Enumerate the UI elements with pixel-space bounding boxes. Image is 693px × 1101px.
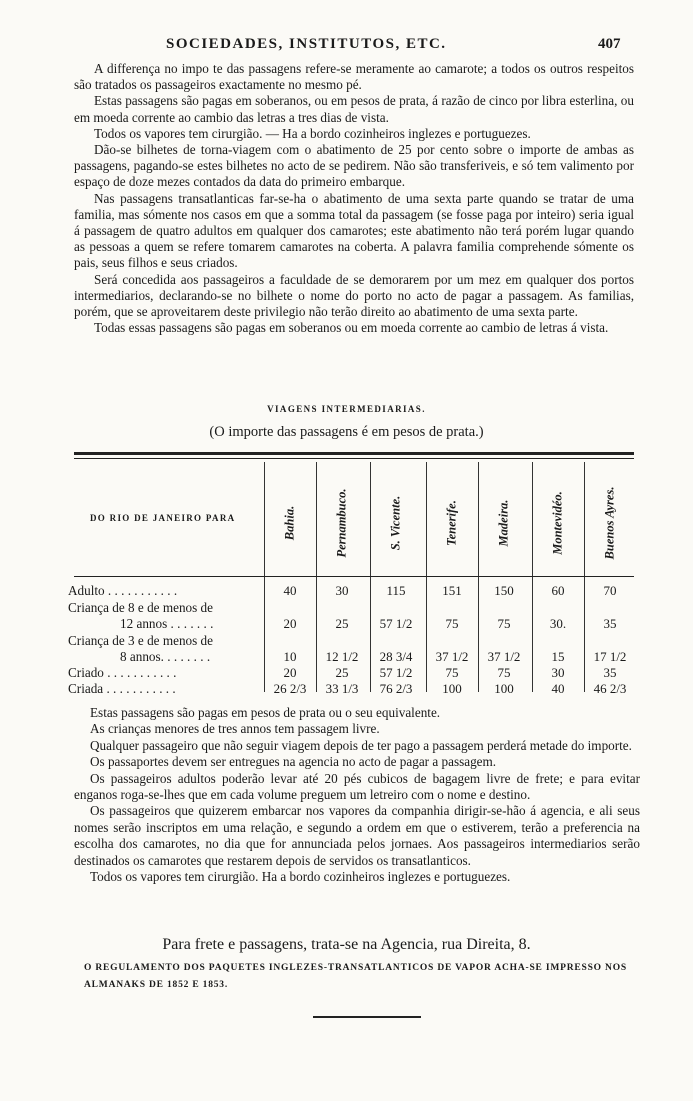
table-cell: 35 bbox=[603, 665, 617, 680]
paragraph: Dão-se bilhetes de torna-viagem com o abatimento de 25 por cento sobre o importe de ambas as passagens, pagando-se estes bilhetes no acto de se pedirem. Não são transferiveis, e só tem valimento por espaço de doze mezes contados da data do primeiro embarque. bbox=[74, 142, 634, 190]
table-cell: 40 bbox=[551, 681, 565, 696]
row-label-crianca-3-cont: 8 annos. . . . . . . . bbox=[120, 649, 211, 664]
table-cell: 28 3/4 bbox=[379, 649, 413, 664]
column-header-madeira: Madeira. bbox=[496, 499, 511, 547]
row-label-adulto: Adulto . . . . . . . . . . . bbox=[68, 583, 178, 598]
table-cell: 26 2/3 bbox=[273, 681, 307, 696]
from-label: DO RIO DE JANEIRO PARA bbox=[90, 513, 236, 523]
after-table-text bbox=[74, 705, 640, 885]
paragraph: Estas passagens são pagas em soberanos, ou em pesos de prata, á razão de cinco por libra esterlina, ou em moeda corrente ao cambio das letras a tres dias de vista. bbox=[74, 93, 634, 125]
agency-contact: Para frete e passagens, trata-se na Agencia, rua Direita, 8. bbox=[162, 936, 531, 953]
column-header-montevideo: Montevidéo. bbox=[550, 491, 565, 555]
table-cell: 100 bbox=[494, 681, 514, 696]
table-cell: 37 1/2 bbox=[487, 649, 521, 664]
table-cell: 20 bbox=[283, 616, 297, 631]
table-cell: 57 1/2 bbox=[379, 616, 413, 631]
paragraph: Será concedida aos passageiros a faculdade de se demorarem por um mez em qualquer dos portos intermediarios, declarando-se no bilhete o nome do porto no acto de pagar a passagem. As familias, porém, que se aproveitarem deste privilegio não terão direito ao abatimento de uma sexta parte. bbox=[74, 271, 634, 320]
table-cell: 75 bbox=[497, 616, 511, 631]
paragraph: Os passageiros adultos poderão levar até 20 pés cubicos de bagagem livre de frete; e para evitar enganos roga-se-lhes que em cada volume preguem um letreiro com o nome e destino. bbox=[74, 770, 640, 803]
paragraph: As crianças menores de tres annos tem passagem livre. bbox=[90, 721, 380, 737]
table-cell: 30. bbox=[549, 616, 567, 631]
paragraph: Todas essas passagens são pagas em soberanos ou em moeda corrente ao cambio de letras á vista. bbox=[94, 320, 609, 336]
table-cell: 10 bbox=[283, 649, 297, 664]
table-cell: 35 bbox=[603, 616, 617, 631]
table-cell: 17 1/2 bbox=[593, 649, 627, 664]
table-cell: 30 bbox=[335, 583, 349, 598]
table-cell: 70 bbox=[603, 583, 617, 598]
section-title: VIAGENS INTERMEDIARIAS. bbox=[267, 404, 426, 414]
table-cell: 15 bbox=[551, 649, 565, 664]
header-title: SOCIEDADES, INSTITUTOS, ETC. bbox=[166, 36, 447, 52]
table-cell: 76 2/3 bbox=[379, 681, 413, 696]
paragraph: Os passaportes devem ser entregues na agencia no acto de pagar a passagem. bbox=[90, 754, 497, 770]
paragraph: Estas passagens são pagas em pesos de prata ou o seu equivalente. bbox=[90, 705, 441, 720]
paragraph: Todos os vapores tem cirurgião. Ha a bordo cozinheiros inglezes e portuguezes. bbox=[90, 869, 511, 885]
paragraph: Todos os vapores tem cirurgião. — Ha a bordo cozinheiros inglezes e portuguezes. bbox=[94, 125, 531, 141]
table-cell: 20 bbox=[283, 665, 297, 680]
column-header-s-vicente: S. Vicente. bbox=[388, 495, 403, 551]
table-header-rule bbox=[74, 576, 634, 577]
table-cell: 75 bbox=[445, 616, 459, 631]
table-cell: 75 bbox=[445, 665, 459, 680]
paragraph: Os passageiros que quizerem embarcar nos vapores da companhia dirigir-se-hão á agencia, e ali seus nomes serão inscriptos em uma relação, e segundo a ordem em que o estiverem, terão a preferencia na escolha dos camarotes, no dia que for annunciada pelos jornaes. Aos passageiros intermediarios serão destinados os camarotes que restarem depois de servidos os transatlanticos. bbox=[74, 803, 640, 868]
regulation-note: O REGULAMENTO DOS PAQUETES INGLEZES-TRANSATLANTICOS DE VAPOR ACHA-SE IMPRESSO NOS ALMANAKS DE 1852 E 1853. bbox=[84, 963, 627, 990]
table-cell: 33 1/3 bbox=[325, 681, 359, 696]
paragraph: Qualquer passageiro que não seguir viagem depois de ter pago a passagem perderá metade do importe. bbox=[90, 737, 632, 753]
row-label-crianca-8-cont: 12 annos . . . . . . . bbox=[120, 616, 214, 631]
table-cell: 30 bbox=[551, 665, 565, 680]
table-cell: 46 2/3 bbox=[593, 681, 627, 696]
table-top-rule-thin bbox=[74, 458, 634, 459]
page-number: 407 bbox=[598, 36, 621, 52]
table-cell: 25 bbox=[335, 665, 349, 680]
column-header-tenerife: Tenerife. bbox=[444, 500, 459, 546]
row-label-criada: Criada . . . . . . . . . . . bbox=[68, 681, 176, 696]
row-label-crianca-8: Criança de 8 e de menos de bbox=[68, 600, 214, 615]
table-cell: 75 bbox=[497, 665, 511, 680]
closing-rule bbox=[313, 1016, 421, 1018]
column-header-bahia: Bahia. bbox=[282, 505, 297, 541]
table-cell: 40 bbox=[283, 583, 297, 598]
table-cell: 57 1/2 bbox=[379, 665, 413, 680]
table-cell: 12 1/2 bbox=[325, 649, 359, 664]
paragraph: A differença no impo te das passagens refere-se meramente ao camarote; a todos os outros respeitos são tratados os passageiros exactamente no mesmo pé. bbox=[74, 61, 634, 93]
section-subtitle: (O importe das passagens é em pesos de prata.) bbox=[209, 424, 484, 440]
table-cell: 37 1/2 bbox=[435, 649, 469, 664]
column-header-buenos-ayres: Buenos Ayres. bbox=[602, 486, 617, 560]
table-cell: 151 bbox=[442, 583, 462, 598]
table-cell: 60 bbox=[551, 583, 565, 598]
table-cell: 25 bbox=[335, 616, 349, 631]
running-header bbox=[0, 36, 693, 56]
row-label-crianca-3: Criança de 3 e de menos de bbox=[68, 633, 214, 648]
paragraph: Nas passagens transatlanticas far-se-ha o abatimento de uma sexta parte quando se tratar de uma familia, mas sómente nos casos em que a somma total da passagem (se fosse paga por inteiro) seria igual á passagem de quatro adultos em qualquer dos camarotes; este abatimento não terá porém lugar quando as pessoas a quem se refere tomarem camarotes na coberta. A palavra familia comprehende sómente os pais, seus filhos e seus criados. bbox=[74, 190, 634, 271]
table-cell: 100 bbox=[442, 681, 462, 696]
table-cell: 150 bbox=[494, 583, 514, 598]
table-cell: 115 bbox=[386, 583, 406, 598]
intro-text bbox=[74, 61, 634, 336]
table-top-rule bbox=[74, 452, 634, 455]
row-label-criado: Criado . . . . . . . . . . . bbox=[68, 665, 177, 680]
column-header-pernambuco: Pernambuco. bbox=[334, 488, 349, 558]
